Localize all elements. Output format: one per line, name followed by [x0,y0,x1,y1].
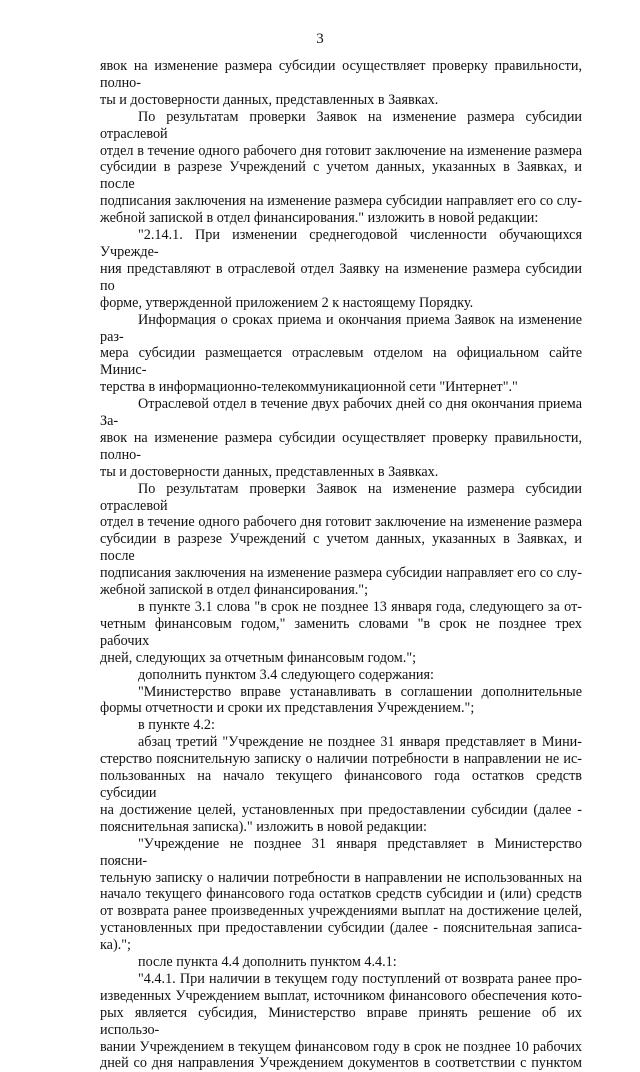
text-line: в пункте 4.2: [138,717,215,734]
text-line: форме, утвержденной приложением 2 к настоящему Порядку. [100,294,474,311]
text-line: абзац третий "Учреждение не позднее 31 января представляет в Мини- [138,734,582,751]
text-line: отдел в течение одного рабочего дня готовит заключение на изменение размера [100,514,582,531]
text-line: формы отчетности и сроки их представления Учреждением."; [100,700,475,717]
text-line: в пункте 3.1 слова "в срок не позднее 13 января года, следующего за от- [138,599,582,615]
text-line: пользованных на начало текущего финансового года остатков средств субсидии [100,768,582,801]
text-line: ния представляют в отраслевой отдел Заявку на изменение размера субсидии по [100,260,582,294]
text-line: подписания заключения на изменение размера субсидии направляет его со слу- [100,565,582,582]
text-line: субсидии в разрезе Учреждений с учетом данных, указанных в Заявках, и после [100,531,582,565]
text-line: Информация о сроках приема и окончания приема Заявок на изменение раз- [100,311,582,345]
text-line: "2.14.1. При изменении среднегодовой численности обучающихся Учрежде- [100,227,582,260]
text-line: жебной запиской в отдел финансирования."; [100,582,369,599]
text-line: от возврата ранее произведенных учреждениями выплат на достижение целей, [100,903,582,920]
text-line: рых является субсидия, Министерство вправе принять решение об их использо- [100,1004,582,1038]
text-line: "4.4.1. При наличии в текущем году поступлений от возврата ранее про- [138,970,582,987]
text-line: изведенных Учреждением выплат, источником финансового обеспечения кото- [100,987,582,1004]
text-line: после пункта 4.4 дополнить пунктом 4.4.1: [138,954,397,971]
text-line: явок на изменение размера субсидии осуществляет проверку правильности, полно- [100,58,582,91]
text-line: мера субсидии размещается отраслевым отделом на официальном сайте Минис- [100,345,582,379]
text-line: дополнить пунктом 3.4 следующего содержания: [138,666,434,683]
text-line: ка)."; [100,937,131,954]
text-line: вании Учреждением в текущем финансовом году в срок не позднее 10 рабочих [100,1038,582,1055]
text-line: субсидии в разрезе Учреждений с учетом данных, указанных в Заявках, и после [100,159,582,193]
text-line: четным финансовым годом," заменить словами "в срок не позднее трех рабочих [100,615,582,649]
text-line: По результатам проверки Заявок на изменение размера субсидии отраслевой [100,480,582,514]
text-line: начало текущего финансового года остатков средств субсидии и (или) средств [100,886,582,903]
text-line: установленных при предоставлении субсидии (далее - пояснительная записа- [100,920,582,937]
text-line: "Учреждение не позднее 31 января представляет в Министерство поясни- [100,835,582,869]
text-line: По результатам проверки Заявок на изменение размера субсидии отраслевой [100,108,582,142]
text-line: отдел в течение одного рабочего дня готовит заключение на изменение размера [100,142,582,159]
text-line: жебной запиской в отдел финансирования." изложить в новой редакции: [100,210,539,227]
text-line: стерство пояснительную записку о наличии потребности в направлении не ис- [100,751,582,768]
text-line: на достижение целей, установленных при предоставлении субсидии (далее - [100,801,582,818]
text-line: ты и достоверности данных, представленных в Заявках. [100,463,439,480]
text-line: явок на изменение размера субсидии осуществляет проверку правильности, полно- [100,429,582,463]
document-body [100,58,582,1072]
text-line: Отраслевой отдел в течение двух рабочих дней со дня окончания приема За- [100,396,582,430]
text-line: "Министерство вправе устанавливать в соглашении дополнительные [138,683,582,700]
text-line: ты и достоверности данных, представленных в Заявках. [100,91,439,108]
text-line: дней, следующих за отчетным финансовым годом."; [100,649,417,666]
text-line: терства в информационно-телекоммуникационной сети "Интернет"." [100,379,518,396]
text-line: пояснительная записка)." изложить в новой редакции: [100,818,427,835]
text-line: подписания заключения на изменение размера субсидии направляет его со слу- [100,193,582,210]
text-line: дней со дня направления Учреждением документов в соответствии с пунктом [100,1055,582,1072]
page-number: 3 [316,31,324,47]
text-line: тельную записку о наличии потребности в направлении не использованных на [100,869,582,886]
